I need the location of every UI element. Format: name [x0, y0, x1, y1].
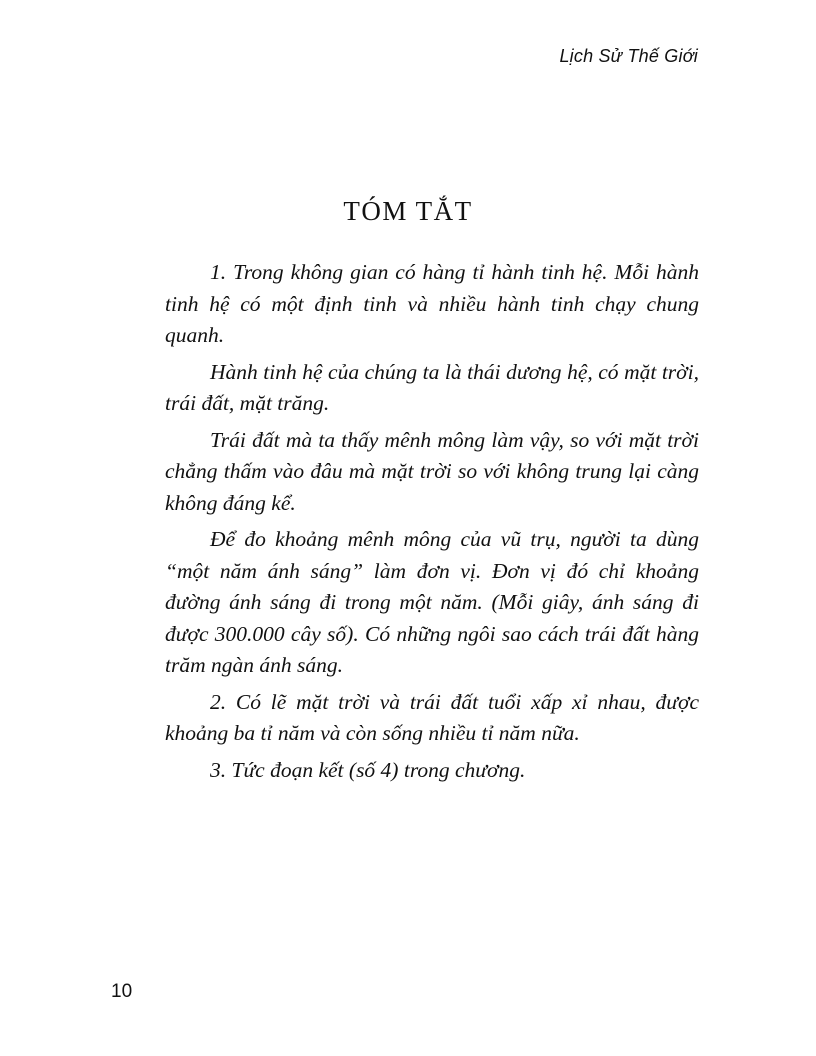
paragraph-2: Hành tinh hệ của chúng ta là thái dương hệ, có mặt trời, trái đất, mặt trăng.: [165, 359, 699, 415]
paragraph-1: 1. Trong không gian có hàng tỉ hành tinh hệ. Mỗi hành tinh hệ có một định tinh và nhiều hành tinh chạy chung quanh.: [165, 260, 699, 347]
page-title: TÓM TẮT: [343, 196, 473, 226]
summary-body: [165, 257, 699, 791]
paragraph-3: Trái đất mà ta thấy mênh mông làm vậy, so với mặt trời chẳng thấm vào đâu mà mặt trời so với không trung lại càng không đáng kể.: [165, 427, 699, 515]
paragraph-6: 3. Tức đoạn kết (số 4) trong chương.: [210, 757, 526, 782]
paragraph-5: 2. Có lẽ mặt trời và trái đất tuổi xấp xỉ nhau, được khoảng ba tỉ năm và còn sống nhiều tỉ năm nữa.: [165, 689, 699, 745]
page-number: 10: [111, 981, 133, 1002]
paragraph-4: Để đo khoảng mênh mông của vũ trụ, người ta dùng “một năm ánh sáng” làm đơn vị. Đơn vị đó chỉ khoảng đường ánh sáng đi trong một năm. (Mỗi giây, ánh sáng đi được 300.000 cây số). Có những ngôi sao cách trái đất hàng trăm ngàn ánh sáng.: [165, 527, 699, 677]
running-header: Lịch Sử Thế Giới: [559, 46, 698, 66]
